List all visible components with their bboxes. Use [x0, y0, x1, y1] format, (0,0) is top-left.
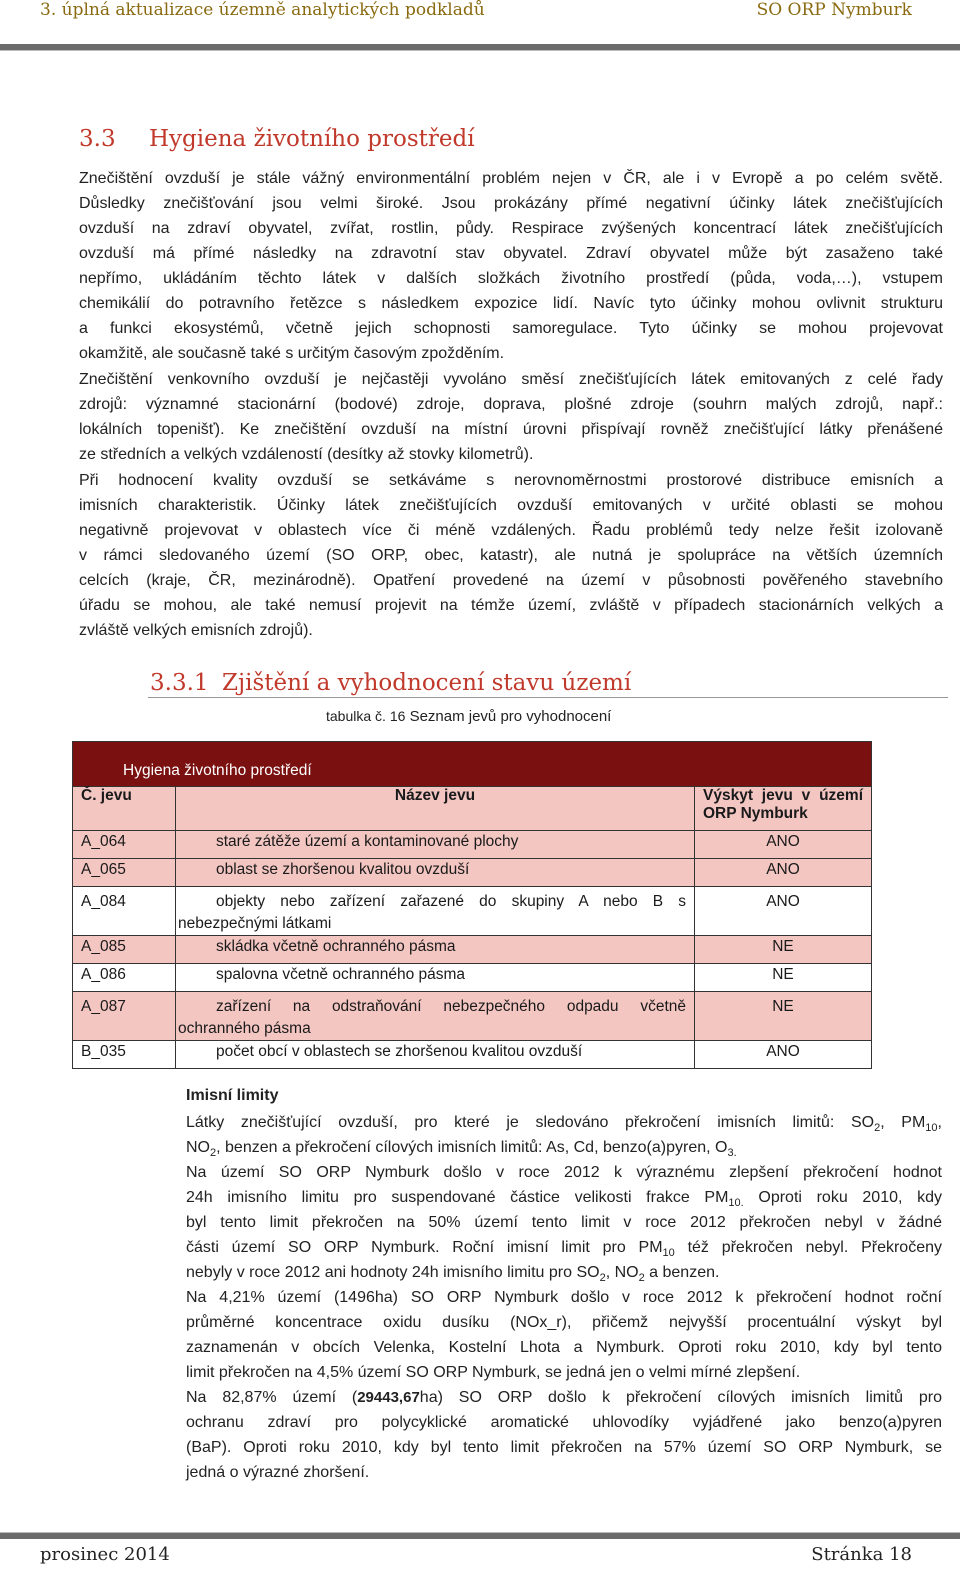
header-name: Název jevu	[176, 787, 695, 831]
row-name: skládka včetně ochranného pásma	[176, 936, 695, 964]
text-segment: nebyly v roce 2012 ani hodnoty 24h imisního limitu pro SO	[186, 1264, 600, 1281]
row-name-line1: objekty nebo zařízení zařazené do skupiny A nebo B s	[216, 893, 686, 910]
text-line	[186, 1185, 942, 1210]
text-segment: části území SO ORP Nymburk. Roční imisní limit pro PM	[186, 1239, 663, 1256]
text-line: Znečištění venkovního ovzduší je nejčastěji vyvoláno směsí znečišťujících látek emitovaných z celé řady	[79, 371, 943, 388]
text-line: imisních charakteristik. Účinky látek znečišťujících ovzduší emitovaných v určité oblasti se mohou	[79, 497, 943, 514]
text-line: v rámci sledovaného území (SO ORP, obec, katastr), ale nutná je spolupráce na větších územních	[79, 547, 943, 564]
text-segment: , PM	[880, 1114, 926, 1131]
text-segment: a benzen.	[644, 1264, 720, 1281]
text-line: celcích (kraje, ČR, mezinárodně). Opatření provedené na území v působnosti pověřeného stavebního	[79, 572, 943, 589]
text-line: úřadu se mohou, ale také nemusí projevit na témže území, zvláště v případech stacionárních velkých a	[79, 597, 943, 614]
text-line: lokálních topenišť). Ke znečištění ovzduší na místní úrovni přispívají rovněž znečišťující látky přenášené	[79, 421, 943, 438]
text-line	[186, 1260, 942, 1285]
row-code: A_084	[73, 887, 176, 936]
header-document-title: 3. úplná aktualizace územně analytických podkladů	[40, 0, 485, 20]
text-line: okamžitě, ale současně také s určitým časovým zpožděním.	[79, 345, 505, 362]
row-code: A_064	[73, 831, 176, 859]
subscript: 10.	[728, 1197, 744, 1210]
table-row	[73, 859, 872, 887]
text-segment: Oproti roku 2010, kdy	[743, 1189, 942, 1206]
text-line: Znečištění ovzduší je stále vážný environmentální problém nejen v ČR, ale i v Evropě a po celém světě.	[79, 170, 943, 187]
text-line: Důsledky znečišťování jsou velmi široké. Jsou prokázány přímé negativní účinky látek znečišťujících	[79, 195, 943, 212]
area-value: 29443,67	[357, 1389, 420, 1406]
table-caption-label: tabulka č. 16	[326, 708, 406, 724]
text-line: ochranu zdraví pro polycyklické aromatické uhlovodíky vyjádřené jako benzo(a)pyren	[186, 1414, 942, 1431]
text-line: (BaP). Oproti roku 2010, kdy byl tento limit překročen na 57% území SO ORP Nymburk, se	[186, 1439, 942, 1456]
section-title: Hygiena životního prostředí	[149, 126, 475, 152]
emission-limits-title: Imisní limity	[186, 1087, 279, 1104]
subscript: 2	[599, 1272, 606, 1285]
section-number: 3.3	[79, 126, 116, 152]
row-name: počet obcí v oblastech se zhoršenou kvalitou ovzduší	[176, 1041, 695, 1069]
row-value: ANO	[695, 887, 872, 936]
table-row	[73, 992, 872, 1041]
row-code: A_065	[73, 859, 176, 887]
text-line: byl tento limit překročen na 50% území tento limit v roce 2012 překročen nebyl v žádné	[186, 1214, 942, 1231]
text-line: zvláště velkých emisních zdrojů).	[79, 622, 313, 639]
text-line: ovzduší na zdraví obyvatel, zvířat, rostlin, půdy. Respirace zvýšených koncentrací látek znečišťujících	[79, 220, 943, 237]
row-value: ANO	[695, 859, 872, 887]
row-name-line1: zařízení na odstraňování nebezpečného odpadu včetně	[216, 998, 686, 1015]
text-line: průměrné koncentrace oxidu dusíku (NOx_r), přičemž nejvyšší procentuální výskyt byl	[186, 1314, 942, 1331]
text-segment: ,	[937, 1114, 942, 1131]
row-value: ANO	[695, 831, 872, 859]
phenomena-table	[72, 741, 872, 1069]
header-occurrence-line1: Výskyt jevu v území	[703, 787, 863, 804]
row-code: A_085	[73, 936, 176, 964]
row-name: oblast se zhoršenou kvalitou ovzduší	[176, 859, 695, 887]
row-code: A_087	[73, 992, 176, 1041]
subscript: 2	[874, 1122, 881, 1135]
intro-paragraph	[79, 166, 943, 366]
subscript: 3.	[727, 1147, 737, 1160]
table-title-row	[73, 742, 872, 787]
table-row	[73, 831, 872, 859]
table-row	[73, 964, 872, 992]
text-segment: , benzen a překročení cílových imisních limitů: As, Cd, benzo(a)pyren, O	[216, 1139, 728, 1156]
row-value: NE	[695, 936, 872, 964]
table-row	[73, 1041, 872, 1069]
section-heading	[79, 126, 475, 152]
row-value: NE	[695, 992, 872, 1041]
air-quality-paragraph	[79, 468, 943, 643]
row-name-line2: nebezpečnými látkami	[178, 915, 332, 932]
text-line: zaznamenán v obcích Velenka, Kostelní Lhota a Nymburk. Oproti roku 2010, kdy byl tento	[186, 1339, 942, 1356]
text-line	[186, 1235, 942, 1260]
row-name	[176, 887, 695, 936]
text-segment: , NO	[605, 1264, 639, 1281]
text-line	[186, 1385, 942, 1410]
footer-rule	[0, 1532, 960, 1539]
text-line: Při hodnocení kvality ovzduší se setkáváme s nerovnoměrnostmi prostorové distribuce emisních a	[79, 472, 943, 489]
text-line: zdrojů: významné stacionární (bodové) zdroje, doprava, plošné zdroje (souhrn malých zdrojů, např.:	[79, 396, 943, 413]
text-line: Na území SO ORP Nymburk došlo v roce 2012 k výraznému zlepšení překročení hodnot	[186, 1164, 942, 1181]
text-line	[186, 1110, 942, 1135]
text-segment: NO	[186, 1139, 210, 1156]
row-name-line2: ochranného pásma	[178, 1020, 311, 1037]
text-line: ze středních a velkých vzdáleností (desítky až stovky kilometrů).	[79, 446, 534, 463]
text-line: nepřímo, ukládáním těchto látek v dalších složkách životního prostředí (půda, voda,…), vstupem	[79, 270, 943, 287]
row-code: A_086	[73, 964, 176, 992]
text-line: jedná o výrazné zhoršení.	[186, 1464, 370, 1481]
table-row	[73, 936, 872, 964]
subsection-heading	[150, 670, 631, 696]
row-name: staré zátěže území a kontaminované plochy	[176, 831, 695, 859]
table-title-cell	[73, 742, 872, 787]
subscript: 10	[925, 1122, 938, 1135]
header-occurrence	[695, 787, 872, 831]
table-row	[73, 887, 872, 936]
text-segment: ha) SO ORP došlo k překročení cílových imisních limitů pro	[419, 1389, 942, 1406]
subscript: 2	[210, 1147, 217, 1160]
text-line: Na 4,21% území (1496ha) SO ORP Nymburk došlo v roce 2012 k překročení hodnot roční	[186, 1289, 942, 1306]
footer-date: prosinec 2014	[40, 1544, 170, 1565]
text-line: a funkci ekosystémů, včetně jejich schopnosti samoregulace. Tyto účinky se mohou projevovat	[79, 320, 943, 337]
subscript: 10	[662, 1247, 675, 1260]
text-line: limit překročen na 4,5% území SO ORP Nymburk, se jedná jen o velmi mírné zlepšení.	[186, 1364, 801, 1381]
footer-page-number: Stránka 18	[811, 1544, 912, 1565]
text-segment: 24h imisního limitu pro suspendované částice velikosti frakce PM	[186, 1189, 729, 1206]
table-caption	[326, 708, 611, 725]
row-name	[176, 992, 695, 1041]
text-line: chemikálií do potravního řetězce s následkem expozice lidí. Navíc tyto účinky mohou ovlivnit strukturu	[79, 295, 943, 312]
text-segment: Látky znečišťující ovzduší, pro které je sledováno překročení imisních limitů: SO	[186, 1114, 875, 1131]
table-header-row	[73, 787, 872, 831]
text-segment: též překročen nebyl. Překročeny	[674, 1239, 943, 1256]
header-rule	[0, 44, 960, 51]
row-code: B_035	[73, 1041, 176, 1069]
row-value: NE	[695, 964, 872, 992]
table-title: Hygiena životního prostředí	[123, 762, 312, 779]
text-line: negativně projevovat v oblastech více či méně vzdálených. Řadu problémů tedy nelze řešit izolovaně	[79, 522, 943, 539]
pollution-sources-paragraph	[79, 367, 943, 467]
header-occurrence-line2: ORP Nymburk	[703, 805, 808, 822]
subsection-title: Zjištění a vyhodnocení stavu území	[222, 670, 632, 696]
subscript: 2	[638, 1272, 645, 1285]
text-line: ovzduší má přímé následky na zdravotní stav obyvatel. Zdraví obyvatel může být zasaženo také	[79, 245, 943, 262]
header-region: SO ORP Nymburk	[756, 0, 912, 20]
header-code: Č. jevu	[73, 787, 176, 831]
emission-limits-text	[186, 1110, 942, 1485]
row-value: ANO	[695, 1041, 872, 1069]
subsection-rule	[148, 697, 948, 698]
row-name: spalovna včetně ochranného pásma	[176, 964, 695, 992]
text-segment: Na 82,87% území (	[186, 1389, 358, 1406]
text-line	[186, 1135, 942, 1160]
subsection-number: 3.3.1	[150, 670, 209, 696]
table-caption-text: Seznam jevů pro vyhodnocení	[409, 708, 612, 725]
